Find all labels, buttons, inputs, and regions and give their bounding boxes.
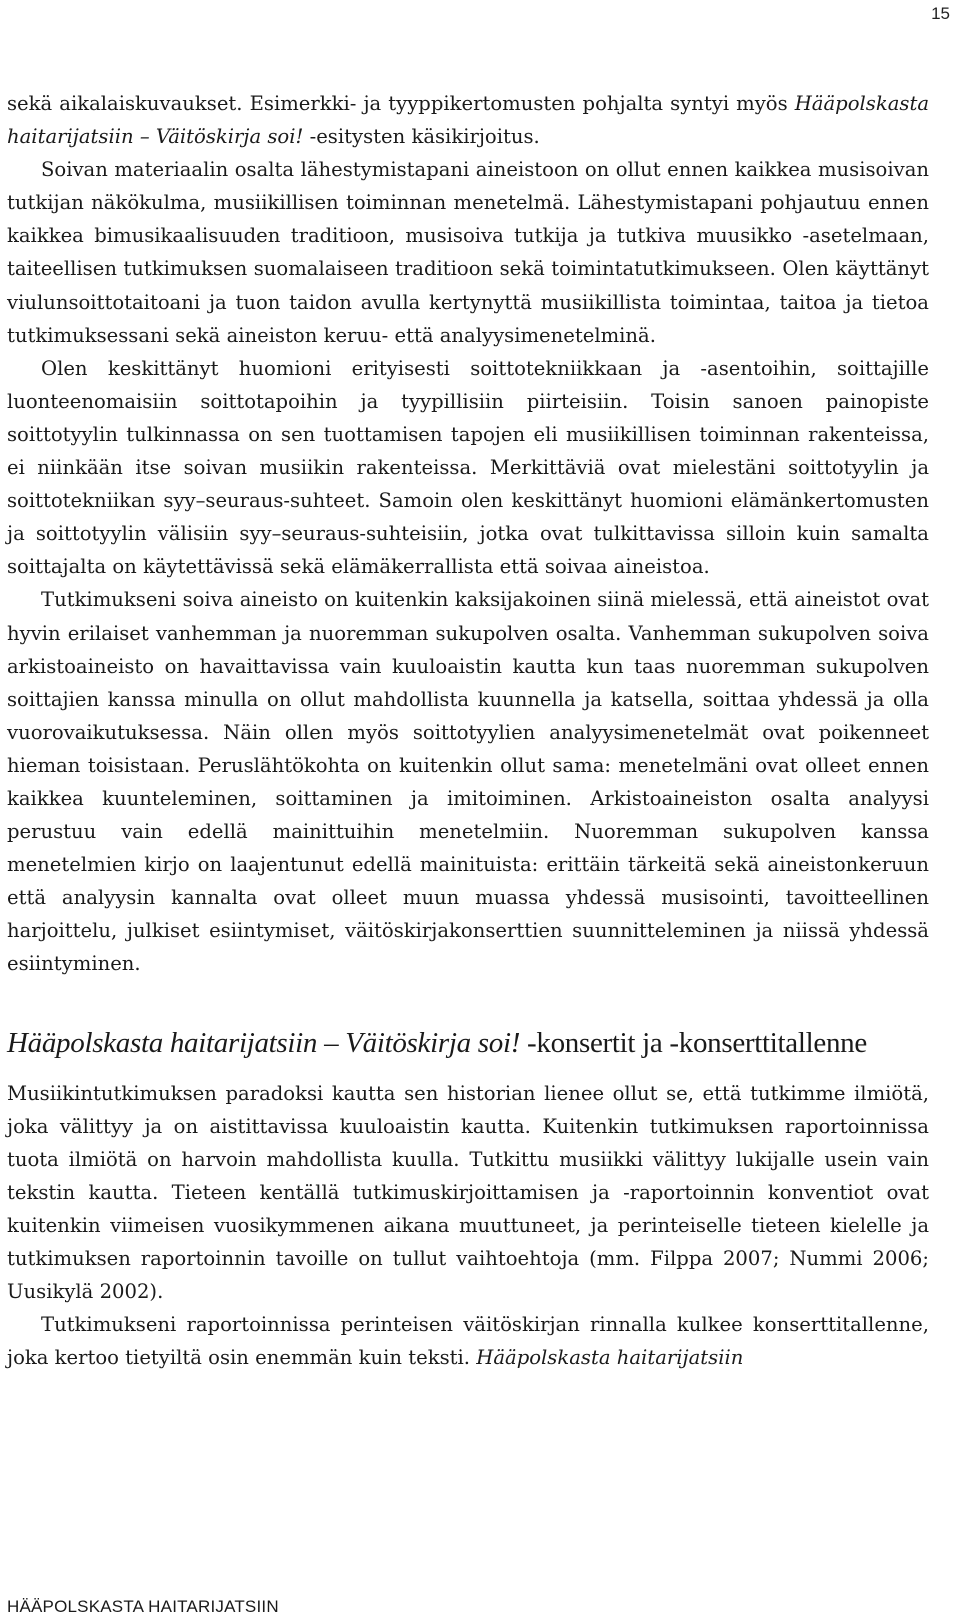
body-paragraph [7,1308,929,1374]
running-footer: HÄÄPOLSKASTA HAITARIJATSIIN [7,1597,279,1616]
section-heading [7,1021,929,1065]
paragraph-text: sekä aikalaiskuvaukset. Esimerkki- ja tyyppikertomusten pohjalta syntyi myös [7,92,795,115]
page-body [7,87,929,1374]
body-paragraph [7,87,929,153]
heading-text: -konsertit ja -konserttitallenne [520,1026,867,1059]
body-paragraph: Musiikintutkimuksen paradoksi kautta sen historian lienee ollut se, että tutkimme ilmiötä, joka välittyy ja on aistittavissa kuuloaistin kautta. Kuitenkin tutkimuksen raportoinnissa tuota ilmiötä on harvoin mahdollista kuulla. Tutkittu musiikki välittyy lukijalle usein vain tekstin kautta. Tieteen kentällä tutkimuskirjoittamisen ja -raportoinnin konventiot ovat kuitenkin viimeisen vuosikymmenen aikana muuttuneet, ja perinteiselle tieteen kielelle ja tutkimuksen raportoinnin tavoille on tullut vaihtoehtoja (mm. Filppa 2007; Nummi 2006; Uusikylä 2002). [7,1081,929,1304]
page-number: 15 [931,4,950,23]
italic-title: Hääpolskasta haitarijatsiin [476,1346,744,1370]
body-paragraph: Olen keskittänyt huomioni erityisesti soittotekniikkaan ja -asentoihin, soittajille luonteenomaisiin soittotapoihin ja tyypillisiin piirteisiin. Toisin sanoen painopiste soittotyylin tulkinnassa on sen tuottamisen tapojen eli musiikillisen toiminnan rakenteissa, ei niinkään itse soivan musiikin rakenteissa. Merkittäviä ovat mielestäni soittotyylin ja soittotekniikan syy–seuraus-suhteet. Samoin olen keskittänyt huomioni elämänkertomusten ja soittotyylin välisiin syy–seuraus-suhteisiin, jotka ovat tulkittavissa silloin kuin samalta soittajalta on käytettävissä sekä elämäkerrallista että soivaa aineistoa. [7,356,929,579]
paragraph-text: -esitysten käsikirjoitus. [303,125,540,149]
italic-title: Hääpolskasta haitarijatsiin – Väitöskirja soi! [7,92,929,149]
body-paragraph: Soivan materiaalin osalta lähestymistapani aineistoon on ollut ennen kaikkea musisoivan tutkijan näkökulma, musiikillisen toiminnan menetelmä. Lähestymistapani pohjautuu ennen kaikkea bimusikaalisuuden traditioon, musisoiva tutkija ja tutkiva muusikko -asetelmaan, taiteellisen tutkimuksen suomalaiseen traditioon sekä toimintatutkimukseen. Olen käyttänyt viulunsoittotaitoani ja tuon taidon avulla kertynyttä musiikillista toimintaa, taitoa ja tietoa tutkimuksessani sekä aineiston keruu- että analyysimenetelminä. [7,158,929,347]
heading-italic-title: Hääpolskasta haitarijatsiin – Väitöskirja soi! [7,1026,521,1059]
body-paragraph: Tutkimukseni soiva aineisto on kuitenkin kaksijakoinen siinä mielessä, että aineistot ovat hyvin erilaiset vanhemman ja nuoremman sukupolven osalta. Vanhemman sukupolven soiva arkistoaineisto on havaittavissa vain kuuloaistin kautta kun taas nuoremman sukupolven soittajien kanssa minulla on ollut mahdollista kuunnella ja katsella, soittaa yhdessä ja olla vuorovaikutuksessa. Näin ollen myös soittotyylien analyysimenetelmät ovat poikenneet hieman toisistaan. Peruslähtökohta on kuitenkin ollut sama: menetelmäni ovat olleet ennen kaikkea kuunteleminen, soittaminen ja imitoiminen. Arkistoaineiston osalta analyysi perustuu vain edellä mainittuihin menetelmiin. Nuoremman sukupolven kanssa menetelmien kirjo on laajentunut edellä mainituista: erittäin tärkeitä sekä aineistonkeruun että analyysin kannalta ovat olleet muun muassa yhdessä musisointi, tavoitteellinen harjoittelu, julkiset esiintymiset, väitöskirjakonserttien suunnitteleminen ja niissä yhdessä esiintyminen. [7,588,929,976]
paragraph-text: Tutkimukseni raportoinnissa perinteisen väitöskirjan rinnalla kulkee konserttitallenne, joka kertoo tietyiltä osin enemmän kuin teksti. [7,1313,929,1370]
